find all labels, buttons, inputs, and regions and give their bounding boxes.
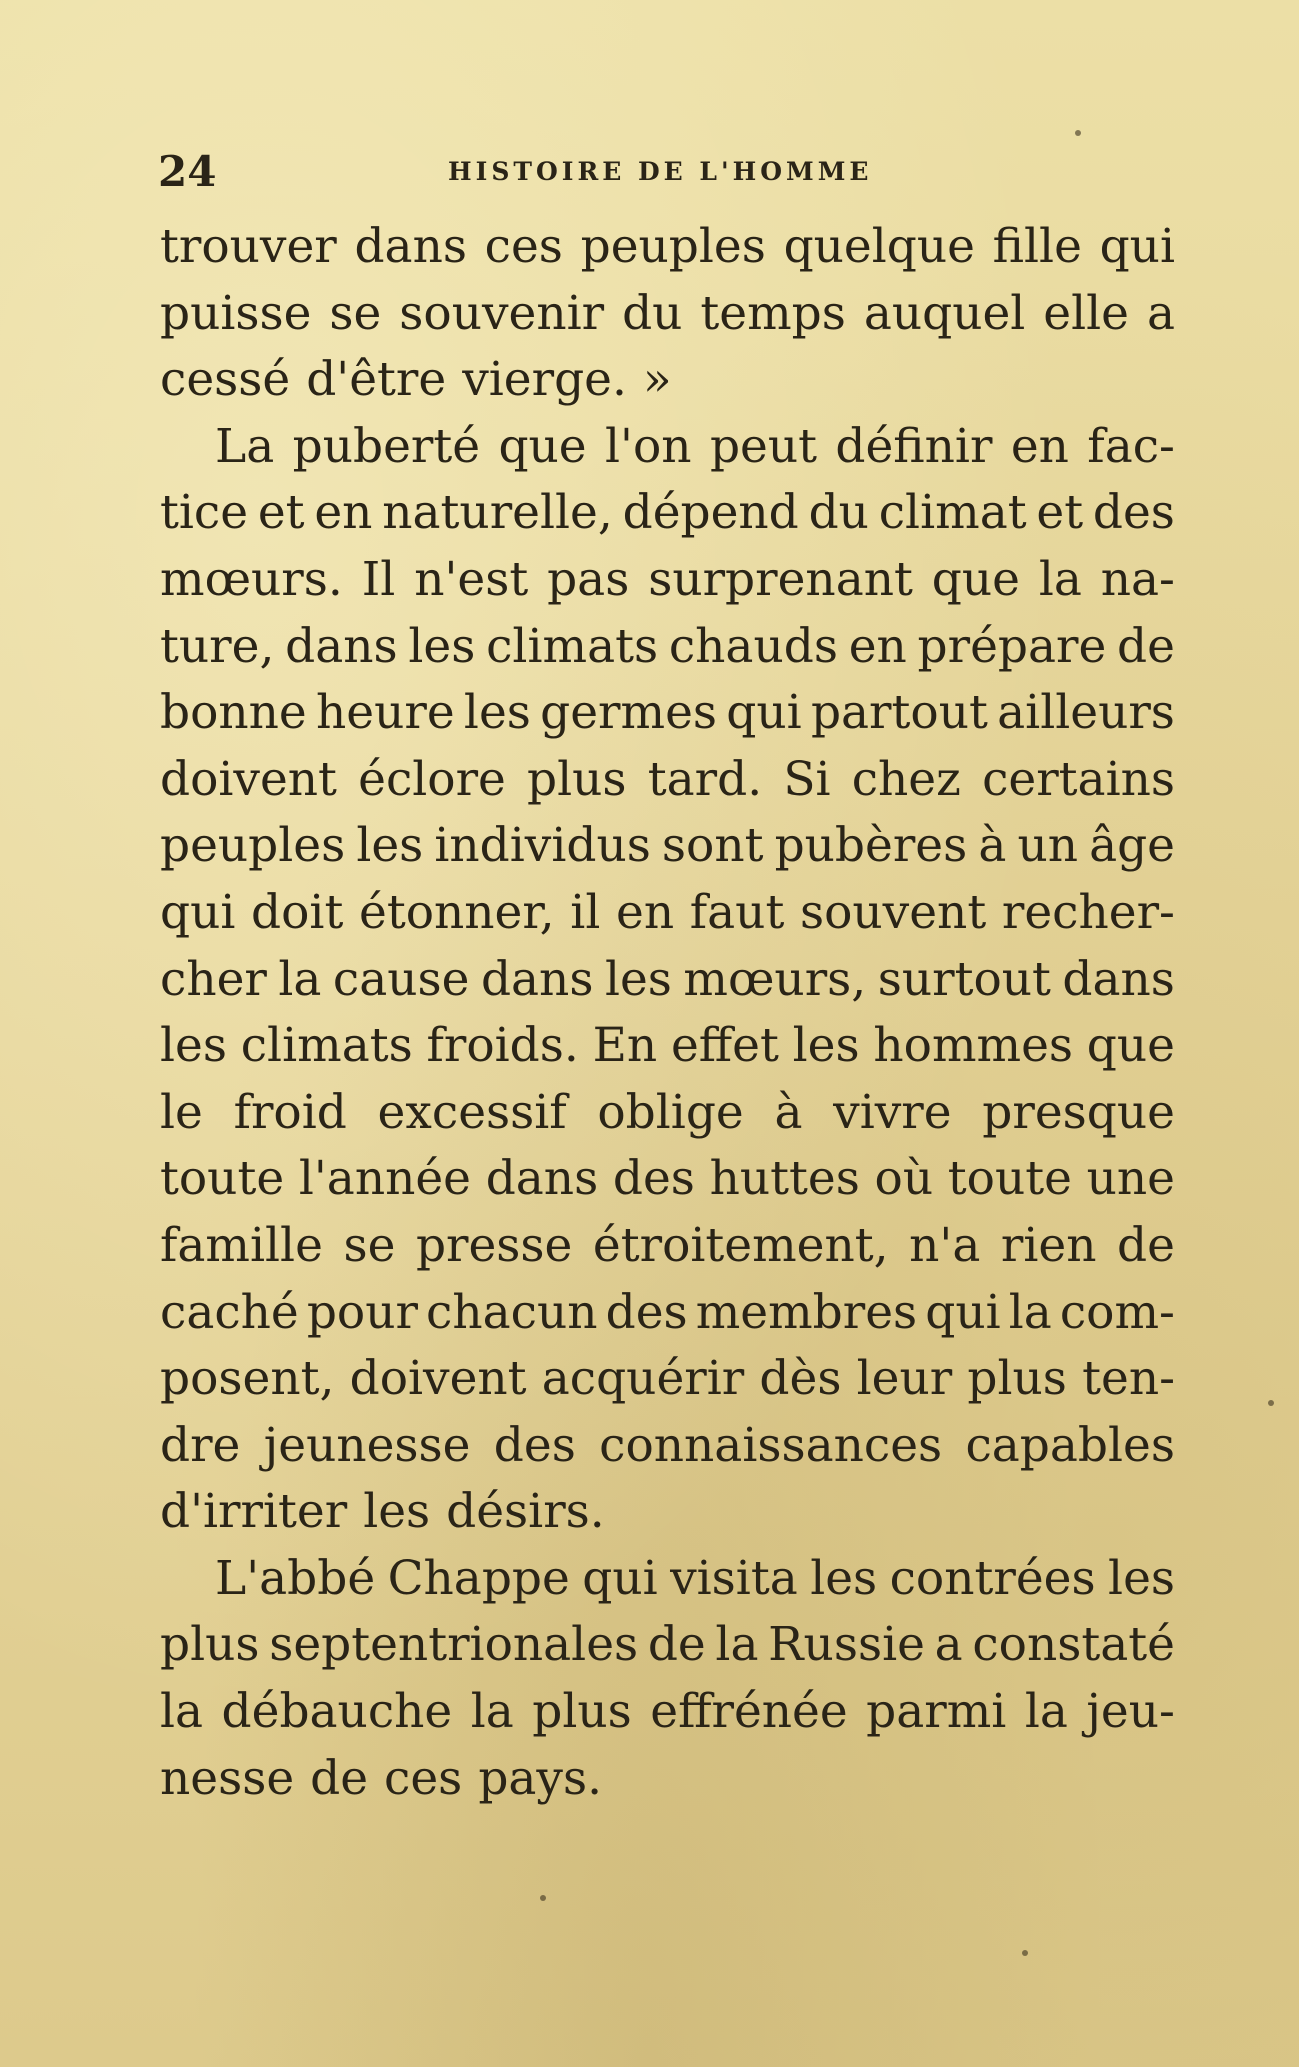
word: sont [661,818,764,874]
word: que [498,418,587,474]
word: presque [982,1084,1175,1140]
word: et [257,485,305,541]
word: faut [689,884,785,940]
word: dès [759,1351,842,1407]
text-line [160,614,1175,681]
text-line [160,747,1175,814]
word: des [1092,485,1175,541]
word: prépare [917,618,1107,674]
word: naturelle, [382,485,613,541]
word: la [1024,1684,1068,1740]
text-line [160,1013,1175,1080]
word: que [931,551,1020,607]
word: qui [582,1550,658,1606]
word: surtout [877,951,1051,1007]
running-title: HISTOIRE DE L'HOMME [448,157,873,186]
word: membres [695,1284,918,1340]
word: des [612,1151,695,1207]
text-line [160,813,1175,880]
text-line [160,1746,1175,1813]
word: la [278,951,322,1007]
word: En [592,1018,658,1074]
word: visita [670,1550,798,1606]
word: éclore [358,751,506,807]
word: ten- [1082,1351,1175,1407]
word: les [463,685,531,741]
word: peut [709,418,817,474]
word: tice [160,485,249,541]
word: en [314,485,373,541]
word: climats [240,1018,413,1074]
text-line [160,880,1175,947]
word: de [647,1617,706,1673]
word: la [160,1684,204,1740]
word: individus [434,818,651,874]
paper-speck [1268,1400,1274,1406]
word: L'abbé [215,1550,376,1606]
word: septentrionales [269,1617,639,1673]
word: ture, [160,618,275,674]
word: qui [1099,219,1175,274]
text-line [160,1146,1175,1213]
word: effrénée [650,1684,848,1740]
word: qui [160,884,236,940]
word: désirs. [446,1484,605,1540]
word: contrées [889,1550,1096,1606]
word: et [1036,485,1084,541]
text-line [160,1413,1175,1480]
word: peuples [160,818,346,874]
word: leur [856,1351,953,1407]
word: l'on [605,418,692,474]
text-line [160,1479,1175,1546]
word: les [160,1018,227,1074]
paper-speck [1075,130,1081,136]
word: l'année [298,1151,471,1207]
paragraph-first-line [160,414,1175,481]
word: de [1117,1217,1175,1273]
paper-speck [1022,1950,1028,1956]
word: certains [982,751,1175,807]
word: la [715,1617,759,1673]
word: puberté [292,418,481,474]
paper-speck [540,1895,546,1901]
word: a [1146,285,1175,341]
word: cessé [160,352,291,408]
page-number: 24 [158,147,217,196]
word: temps [700,285,846,341]
word: définir [835,418,993,474]
word: pour [306,1284,418,1340]
word: les [792,1018,860,1074]
word: les [363,1484,431,1540]
word: effet [670,1018,779,1074]
word: toute [947,1151,1072,1207]
word: chacun [426,1284,598,1340]
word: à [774,1084,803,1140]
word: une [1086,1151,1175,1207]
word: où [874,1151,934,1207]
body-text [160,214,1175,1812]
word: nesse [160,1750,295,1806]
word: capables [965,1417,1175,1473]
text-line [160,281,1175,348]
word: dans [285,618,398,674]
word: les [1108,1550,1175,1606]
word: étonner, [359,884,555,940]
word: froids. [426,1018,579,1074]
word: souvenir [399,285,605,341]
word: fille [992,219,1082,274]
text-line [160,1346,1175,1413]
word: d'être [306,352,447,408]
word: elle [1043,285,1129,341]
word: posent, [160,1351,335,1407]
word: partout [810,685,988,741]
word: dans [1062,951,1175,1007]
word: hommes [873,1018,1074,1074]
word: vivre [833,1084,952,1140]
word: de [310,1750,369,1806]
word: les [408,618,476,674]
word: excessif [377,1084,567,1140]
text-line [160,680,1175,747]
word: pas [547,551,630,607]
word: plus [532,1684,632,1740]
word: climat [878,485,1027,541]
word: ces [384,1750,463,1806]
word: le [160,1084,203,1140]
word: constaté [972,1617,1175,1673]
text-line [160,1612,1175,1679]
word: toute [160,1151,285,1207]
text-line [160,1679,1175,1746]
text-line [160,480,1175,547]
word: cause [332,951,470,1007]
word: souvent [800,884,987,940]
word: ces [484,219,563,274]
word: Il [361,551,396,607]
word: n'a [909,1217,981,1273]
word: mœurs, [683,951,867,1007]
word: recher- [1001,884,1175,940]
word: se [343,1217,396,1273]
word: com- [1059,1284,1175,1340]
word: mœurs. [160,551,343,607]
word: a [934,1617,963,1673]
word: fac- [1087,418,1175,474]
word: huttes [709,1151,860,1207]
word: plus [160,1617,260,1673]
word: à [978,818,1007,874]
word: Si [783,751,831,807]
word: parmi [866,1684,1007,1740]
word: peuples [580,219,766,274]
word: il [570,884,601,940]
word: qui [726,685,802,741]
word: dans [485,1151,599,1207]
word: germes [540,685,718,741]
word: » [642,352,672,408]
word: que [1086,1018,1175,1074]
word: la [470,1684,514,1740]
word: climats [486,618,659,674]
word: plus [967,1351,1067,1407]
word: trouver [160,219,337,274]
word: La [215,418,275,474]
text-line [160,214,1175,281]
word: qui [925,1284,1001,1340]
word: chez [851,751,961,807]
word: âge [1089,818,1175,874]
word: famille [160,1217,323,1273]
word: des [605,1284,688,1340]
word: des [493,1417,576,1473]
text-line [160,947,1175,1014]
word: du [622,285,683,341]
word: un [1017,818,1078,874]
word: bonne [160,685,307,741]
word: heure [316,685,455,741]
word: surprenant [648,551,913,607]
word: cher [160,951,267,1007]
word: vierge. [462,352,627,408]
text-line [160,1213,1175,1280]
word: caché [160,1284,299,1340]
word: pays. [478,1750,603,1806]
word: les [604,951,672,1007]
word: doivent [160,751,337,807]
word: du [808,485,869,541]
word: tard. [647,751,763,807]
word: auquel [863,285,1026,341]
word: dre [160,1417,241,1473]
word: plus [527,751,627,807]
word: Russie [768,1617,925,1673]
page-header [158,142,1178,202]
text-line [160,1080,1175,1147]
paragraph-first-line [160,1546,1175,1613]
word: connaissances [599,1417,943,1473]
word: jeunesse [263,1417,471,1473]
word: oblige [597,1084,744,1140]
word: jeu- [1086,1684,1175,1740]
word: doit [251,884,344,940]
word: rien [1000,1217,1097,1273]
text-line [160,347,1175,414]
word: dans [354,219,467,274]
word: froid [233,1084,347,1140]
word: la [1038,551,1082,607]
word: presse [415,1217,573,1273]
word: d'irriter [160,1484,348,1540]
word: na- [1100,551,1175,607]
word: dépend [622,485,799,541]
word: dans [480,951,594,1007]
text-line [160,547,1175,614]
word: puisse [160,285,312,341]
word: pubères [774,818,968,874]
word: n'est [414,551,529,607]
word: chauds [668,618,838,674]
word: quelque [783,219,975,274]
word: acquérir [541,1351,745,1407]
word: doivent [349,1351,527,1407]
word: ailleurs [997,685,1175,741]
word: étroitement, [592,1217,889,1273]
word: Chappe [387,1550,570,1606]
word: en [848,618,907,674]
word: en [1010,418,1069,474]
word: la [1008,1284,1052,1340]
word: les [810,1550,878,1606]
word: se [329,285,382,341]
word: débauche [221,1684,453,1740]
word: en [616,884,675,940]
word: de [1117,618,1175,674]
text-line [160,1280,1175,1347]
word: les [356,818,424,874]
